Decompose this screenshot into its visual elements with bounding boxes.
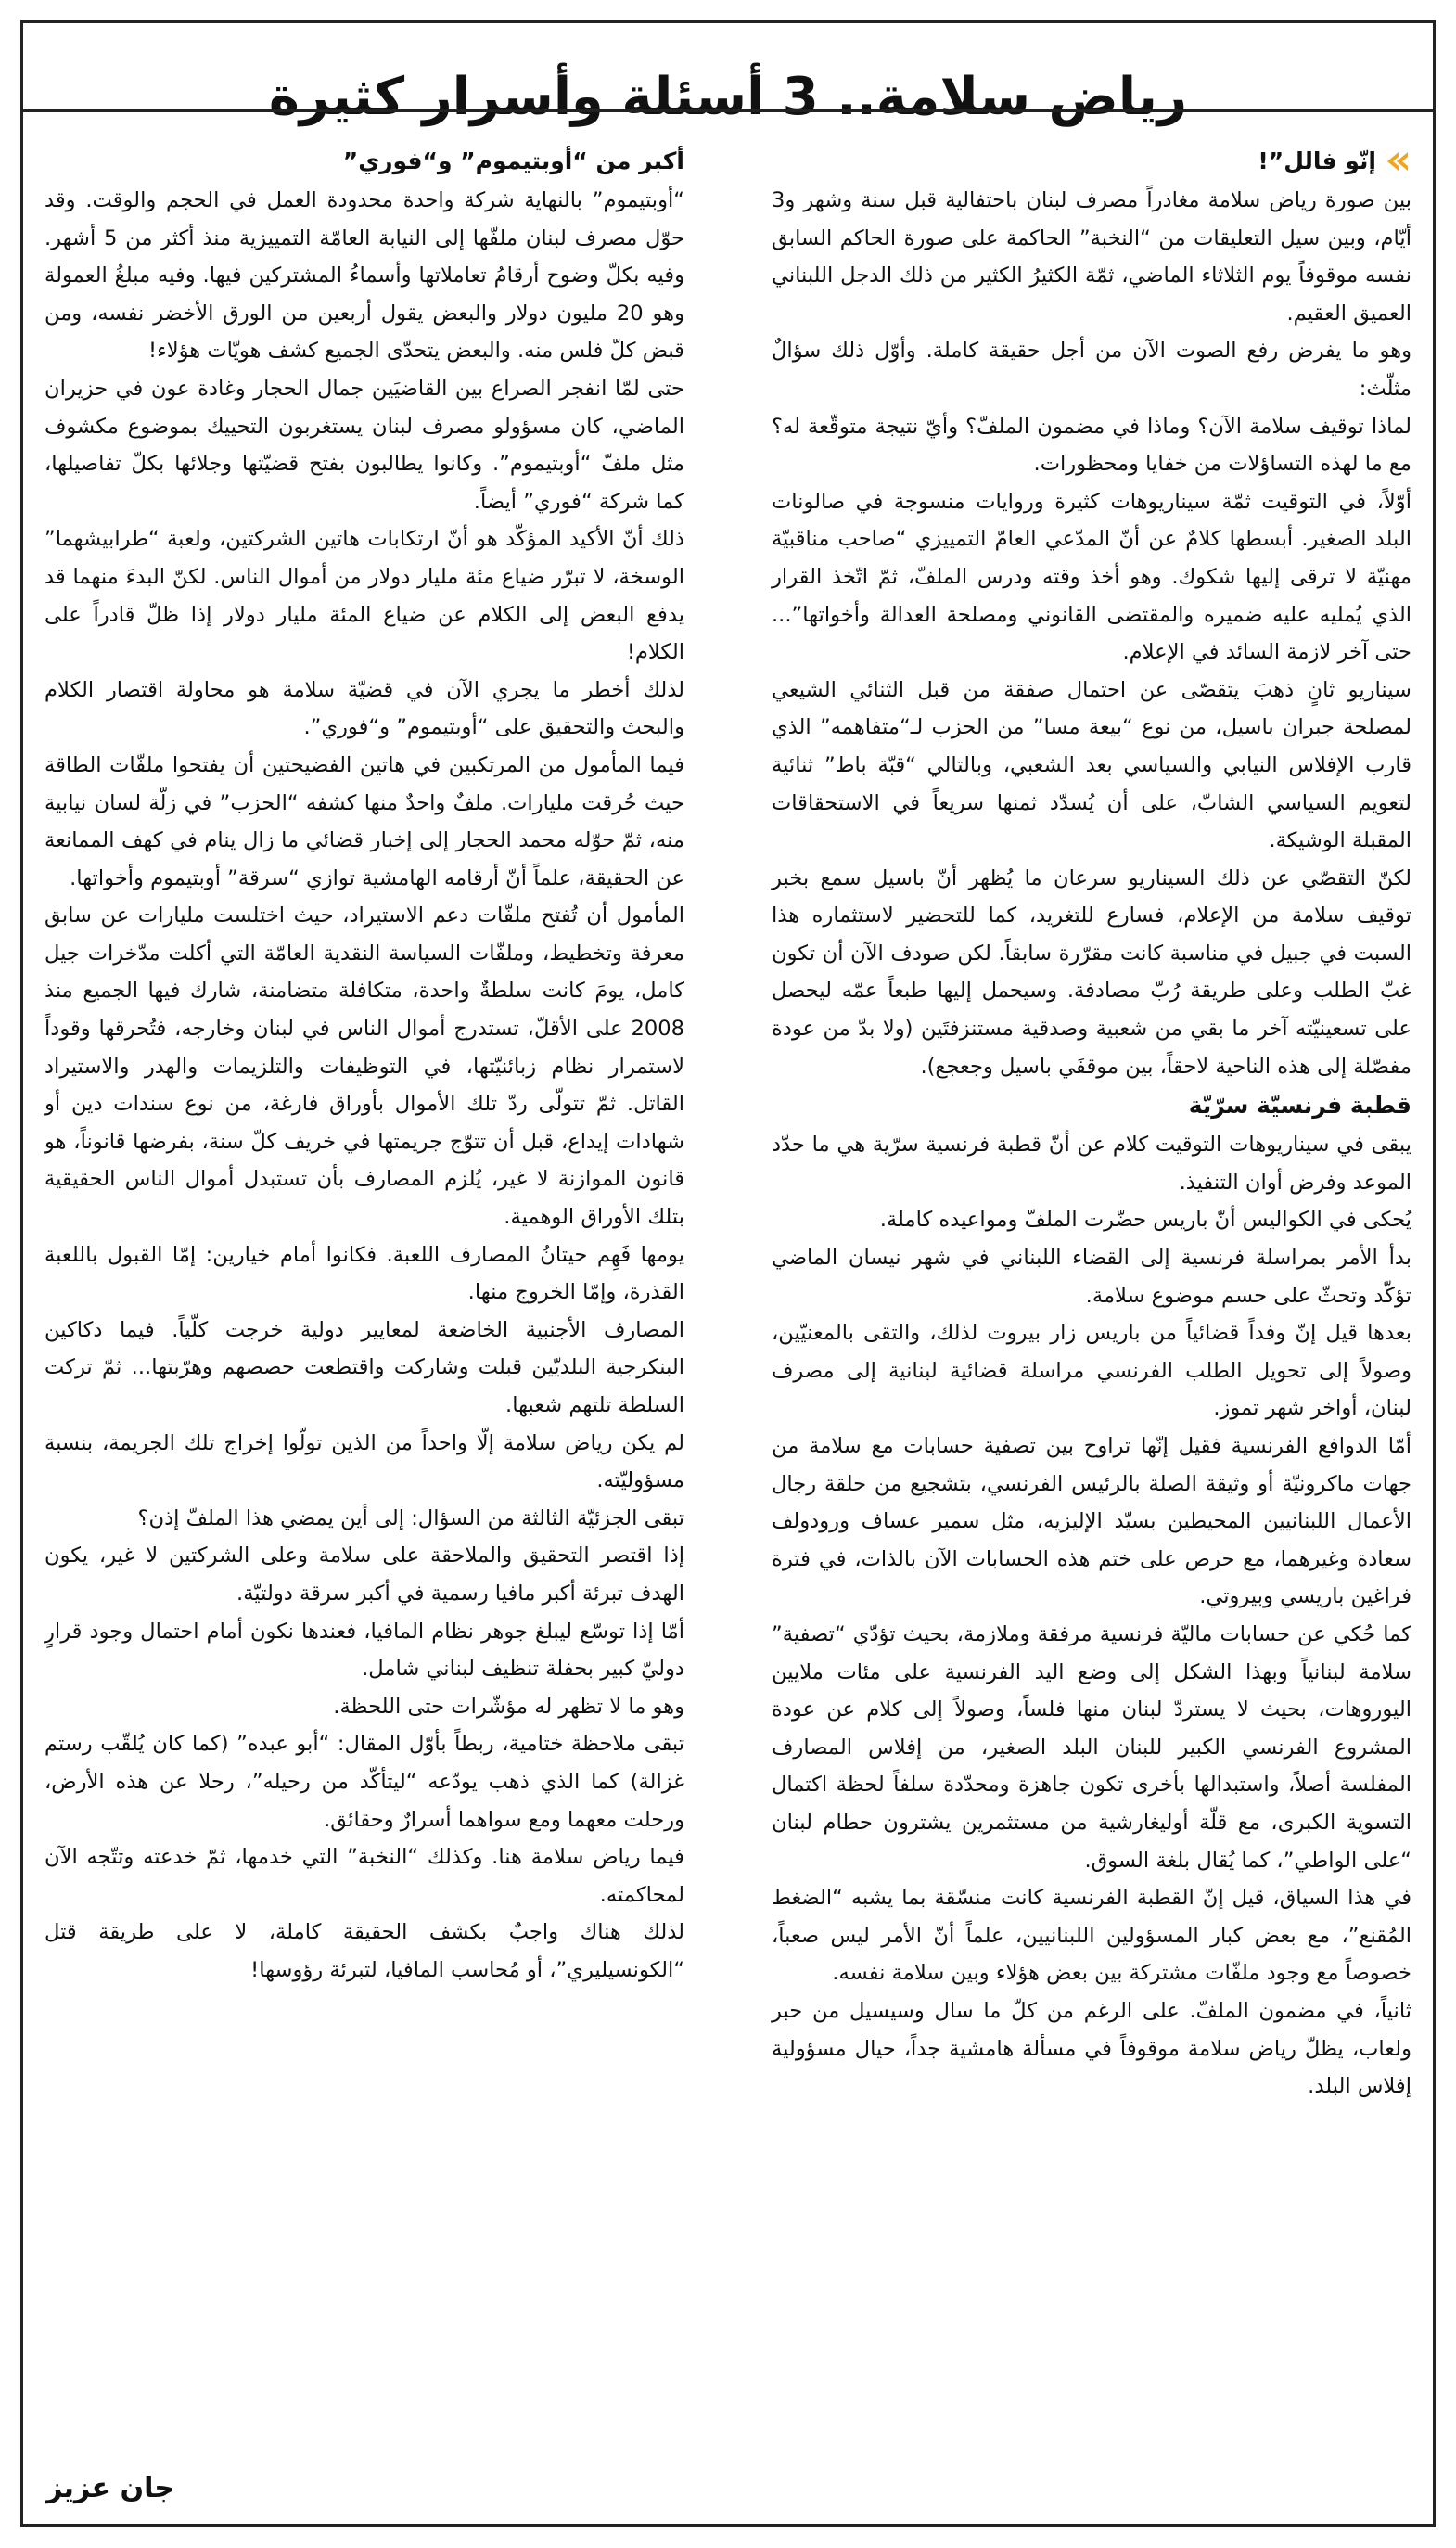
byline: جان عزيز (46, 2472, 175, 2504)
paragraph: لذلك أخطر ما يجري الآن في قضيّة سلامة هو محاولة اقتصار الكلام والبحث والتحقيق على “أوبتيموم” و“فوري”. (45, 677, 684, 740)
paragraph: حتى لمّا انفجر الصراع بين القاضيَين جمال الحجار وغادة عون في حزيران الماضي، كان مسؤولو مصرف لبنان يستغربون التحييك بموضوع مكشوف مثل ملفّ “أوبتيموم”. وكانوا يطالبون بفتح قضيّتها وجلائها بكلّ تفاصيلها، كما شركة “فوري” أيضاً. (45, 376, 684, 514)
paragraph: وهو ما يفرض رفع الصوت الآن من أجل حقيقة كاملة. وأوّل ذلك سؤالٌ مثلّث: (772, 339, 1411, 401)
left-column (45, 141, 684, 2511)
double-chevron-arrow-icon (1386, 150, 1411, 173)
paragraph: تبقى ملاحظة ختامية، ربطاً بأوّل المقال: “أبو عبده” (كما كان يُلقّب رستم غزالة) كما الذي ذهب يودّعه “ليتأكّد من رحيله”، رحلا عن هذه الأرض، ورحلت معهما ومع سواهما أسرارٌ وحقائق. (45, 1732, 684, 1832)
right-column (772, 141, 1411, 2511)
article-headline: رياض سلامة.. 3 أسئلة وأسرار كثيرة (268, 66, 1188, 127)
left-column-heading: أكبر من “أوبتيموم” و“فوري” (342, 147, 684, 174)
paragraph: في هذا السياق، قيل إنّ القطبة الفرنسية كانت منسّقة بما يشبه “الضغط المُقنع”، مع بعض كبار المسؤولين اللبنانيين، علماً أنّ الأمر ليس صعباً، خصوصاً مع وجود ملفّات مشتركة بين بعض هؤلاء وبين سلامة نفسه. (772, 1886, 1411, 1986)
paragraph: أمّا الدوافع الفرنسية فقيل إنّها تراوح بين تصفية حسابات مع سلامة من جهات ماكرونيّة أو وثيقة الصلة بالرئيس الفرنسي، بتشجيع من حلقة رجال الأعمال اللبنانيين المحيطين بسيّد الإليزيه، مثل سمير عساف ورودولف سعادة وغيرهما، مع حرص على ختم هذه الحسابات الآن بالذات، في فترة فراغين باريسي وبيروتي. (772, 1434, 1411, 1609)
paragraph: المأمول أن تُفتح ملفّات دعم الاستيراد، حيث اختلست مليارات عن سابق معرفة وتخطيط، وملفّات السياسة النقدية العامّة التي أكلت مدّخرات جيل كامل، يومَ كانت سلطةٌ واحدة، متكافلة متضامنة، شارك فيها الجميع منذ 2008 على الأقلّ، تستدرج أموال الناس في لبنان وخارجه، فتُحرقها وقوداً لاستمرار نظام زبائنيّتها، في التوظيفات والتلزيمات والهدر والاستيراد القاتل. ثمّ تتولّى ردّ تلك الأموال بأوراق فارغة، من نوع سندات دين أو شهادات إيداع، قبل أن تتوّج جريمتها في خريف كلّ سنة، بفرضها قانوناً، هو قانون الموازنة لا غير، يُلزم المصارف بأن تستبدل أموال الناس الحقيقية بتلك الأوراق الوهمية. (45, 903, 684, 1230)
paragraph: بدأ الأمر بمراسلة فرنسية إلى القضاء اللبناني في شهر نيسان الماضي تؤكّد وتحثّ على حسم موضوع سلامة. (772, 1246, 1411, 1308)
paragraph: سيناريو ثانٍ ذهبَ يتقصّى عن احتمال صفقة من قبل الثنائي الشيعي لمصلحة جبران باسيل، من نوع “بيعة مسا” من الحزب لـ“متفاهمه” الذي قارب الإفلاس النيابي والسياسي بعد الشعبي، وبالتالي “قبّة باط” ثنائية لتعويم السياسي الشابّ، على أن يُسدّد ثمنها سريعاً في الاستحقاقات المقبلة الوشيكة. (772, 677, 1411, 853)
paragraph: يومها فَهِم حيتانُ المصارف اللعبة. فكانوا أمام خيارين: إمّا القبول باللعبة القذرة، وإمّا الخروج منها. (45, 1242, 684, 1305)
kicker (772, 141, 1411, 182)
paragraph: كما حُكي عن حسابات ماليّة فرنسية مرفقة وملازمة، بحيث تؤدّي “تصفية” سلامة لبنانياً وبهذا الشكل إلى وضع اليد الفرنسية على مئات ملايين اليوروهات، بحيث لا يستردّ لبنان منها فلساً، وصولاً إلى كلام عن عودة المشروع الفرنسي الكبير للبنان البلد الصغير، من إفلاس المصارف المفلسة أصلاً، واستبدالها بأخرى تكون جاهزة ومحدّدة سلفاً لحظة اكتمال التسوية الكبرى، مع قلّة أوليغارشية من مستثمرين يشترون حطام لبنان “على الواطي”، كما يُقال بلغة السوق. (772, 1621, 1411, 1873)
paragraph: فيما المأمول من المرتكبين في هاتين الفضيحتين أن يفتحوا ملفّات الطاقة حيث حُرقت مليارات. ملفٌ واحدٌ منها كشفه “الحزب” في زلّة لسان نيابية منه، ثمّ حوّله محمد الحجار إلى إخبار قضائي ما زال ينام في كهف الممانعة عن الحقيقة، علماً أنّ أرقامه الهامشية توازي “سرقة” أوبتيموم وأخواتها. (45, 752, 684, 890)
paragraph: لكنّ التقصّي عن ذلك السيناريو سرعان ما يُظهر أنّ باسيل سمع بخبر توقيف سلامة من الإعلام، فسارع للتغريد، كما للتحضير لاستثماره هذا السبت في جبيل في مناسبة كانت مقرّرة سابقاً. لكن صودف الآن أن تكون غبّ الطلب وعلى طريقة رُبّ مصادفة. وسيحمل إليها طبعاً عمّه ليحصل على تسعينيّته آخر ما بقي من شعبية وصدقية مستنزفتَين (ولا بدّ من عودة مفصّلة إلى هذه الناحية لاحقاً، بين موقفَي باسيل وجعجع). (772, 865, 1411, 1079)
paragraph: لم يكن رياض سلامة إلّا واحداً من الذين تولّوا إخراج تلك الجريمة، بنسبة مسؤوليّته. (45, 1430, 684, 1493)
kicker-label: إنّو فالل”! (1258, 147, 1376, 174)
paragraph: المصارف الأجنبية الخاضعة لمعايير دولية خرجت كلّياً. فيما دكاكين البنكرجية البلديّين قبلت وشاركت واقتطعت حصصهم وهرّبتها... ثمّ تركت السلطة تلتهم شعبها. (45, 1317, 684, 1417)
paragraph: تبقى الجزئيّة الثالثة من السؤال: إلى أين يمضي هذا الملفّ إذن؟ (137, 1505, 684, 1530)
paragraph: بعدها قيل إنّ وفداً قضائياً من باريس زار بيروت لذلك، والتقى بالمعنيّين، وصولاً إلى تحويل الطلب الفرنسي مراسلة قضائية لبنانية إلى مصرف لبنان، أواخر شهر تموز. (772, 1321, 1411, 1421)
paragraph: بين صورة رياض سلامة مغادراً مصرف لبنان باحتفالية قبل سنة وشهر و3 أيّام، وبين سيل التعليقات من “النخبة” الحاكمة على صورة الحاكم السابق نفسه موقوفاً يوم الثلاثاء الماضي، ثمّة الكثيرُ الكثير من ذلك الدجل اللبناني العميق العقيم. (772, 188, 1411, 326)
paragraph: لذلك هناك واجبٌ بكشف الحقيقة كاملة، لا على طريقة قتل “الكونسيليري”، أو مُحاسب المافيا، لتبرئة رؤوسها! (45, 1920, 684, 1982)
paragraph: ذلك أنّ الأكيد المؤكّد هو أنّ ارتكابات هاتين الشركتين، ولعبة “طرابيشهما” الوسخة، لا تبرّر ضياع مئة مليار دولار من أموال الناس. لكنّ البدءَ منهما قد يدفع البعض إلى الكلام عن ضياع المئة مليار دولار إذا ظلّ قادراً على الكلام! (45, 527, 684, 665)
paragraph: فيما رياض سلامة هنا. وكذلك “النخبة” التي خدمها، ثمّ خدعته وتتّجه الآن لمحاكمته. (45, 1845, 684, 1907)
paragraph: “أوبتيموم” بالنهاية شركة واحدة محدودة العمل في الحجم والوقت. وقد حوّل مصرف لبنان ملفّها إلى النيابة العامّة التمييزية منذ أكثر من 5 أشهر. وفيه بكلّ وضوح أرقامُ تعاملاتها وأسماءُ المشتركين فيها. وفيه مبلغُ العمولة وهو 20 مليون دولار والبعض يقول أربعين من الورق الأخضر نفسه، ومن قبض كلّ فلس منه. والبعض يتحدّى الجميع كشف هويّات هؤلاء! (45, 188, 685, 364)
paragraph: أمّا إذا توسّع ليبلغ جوهر نظام المافيا، فعندها نكون أمام احتمال وجود قرارٍ دوليّ كبير بحفلة تنظيف لبناني شامل. (45, 1619, 684, 1682)
subheading: قطبة فرنسيّة سرّيّة (1188, 1092, 1411, 1120)
paragraph: ثانياً، في مضمون الملفّ. على الرغم من كلّ ما سال وسيسيل من حبر ولعاب، يظلّ رياض سلامة موقوفاً في مسألة هامشية جداً، حيال مسؤولية إفلاس البلد. (772, 1998, 1411, 2099)
paragraph: أوّلاً، في التوقيت ثمّة سيناريوهات كثيرة وروايات منسوجة في صالونات البلد الصغير. أبسطها كلامٌ عن أنّ المدّعي العامّ التمييزي “صاحب مناقبيّة مهنيّة لا ترقى إليها شكوك. وهو أخذ وقته ودرس الملفّ، ثمّ اتّخذ القرار الذي يُمليه عليه ضميره والمقتضى القانوني ومصلحة العدالة وأخواتها”... حتى آخر لازمة السائد في الإعلام. (772, 489, 1411, 665)
paragraph: يبقى في سيناريوهات التوقيت كلام عن أنّ قطبة فرنسية سرّية هي ما حدّد الموعد وفرض أوان التنفيذ. (772, 1133, 1411, 1195)
paragraph: إذا اقتصر التحقيق والملاحقة على سلامة وعلى الشركتين لا غير، يكون الهدف تبرئة أكبر مافيا رسمية في أكبر سرقة دولتيّة. (45, 1543, 684, 1606)
headline-divider (20, 109, 1436, 112)
paragraph: يُحكى في الكواليس أنّ باريس حضّرت الملفّ ومواعيده كاملة. (879, 1208, 1411, 1233)
paragraph: وهو ما لا تظهر له مؤشّرات حتى اللحظة. (333, 1694, 684, 1719)
paragraph: لماذا توقيف سلامة الآن؟ وماذا في مضمون الملفّ؟ وأيّ نتيجة متوقّعة له؟ مع ما لهذه التساؤلات من خفايا ومحظورات. (772, 414, 1411, 477)
